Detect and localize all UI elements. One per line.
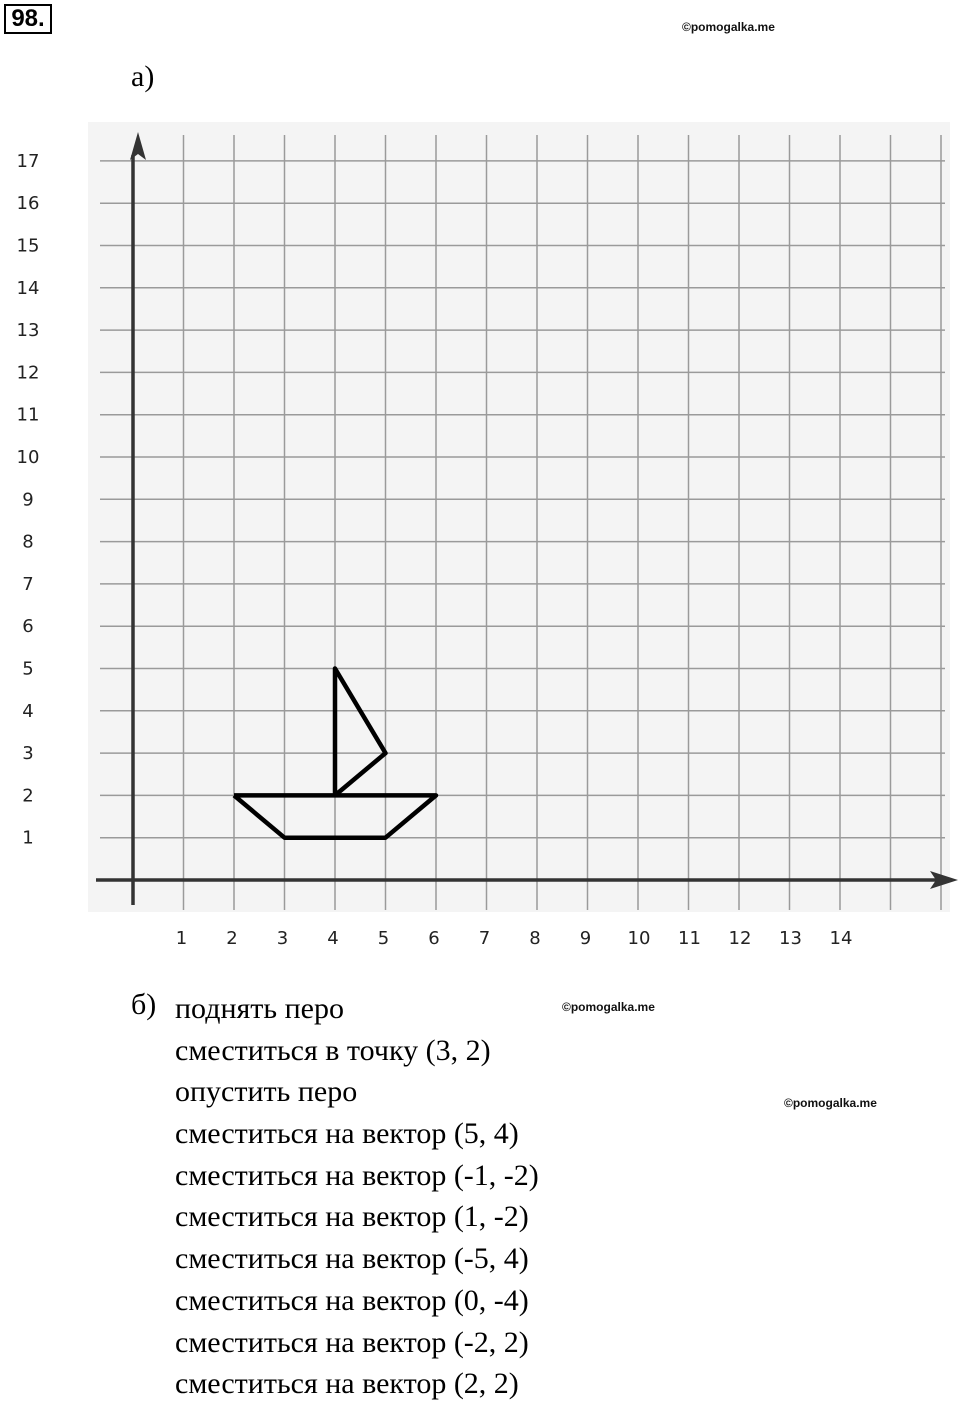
y-tick-label: 3	[22, 743, 34, 765]
x-tick-label: 9	[579, 928, 592, 949]
y-tick-label: 2	[22, 785, 34, 807]
grid-background	[88, 122, 950, 912]
instruction-step: сместиться на вектор (1, -2)	[175, 1200, 529, 1234]
x-tick-label: 8	[529, 928, 541, 949]
x-tick-label: 2	[226, 928, 238, 949]
y-tick-label: 13	[16, 320, 40, 342]
y-tick-label: 11	[16, 404, 40, 426]
y-tick-label: 6	[22, 616, 34, 638]
y-tick-label: 9	[22, 489, 34, 511]
y-tick-label: 10	[16, 447, 40, 468]
instruction-step: поднять перо	[175, 992, 344, 1025]
x-tick-label: 14	[829, 928, 853, 949]
watermark: ©pomogalka.me	[562, 1000, 655, 1014]
y-tick-label: 17	[16, 150, 40, 172]
watermark: ©pomogalka.me	[784, 1096, 877, 1110]
part-b-label: б)	[131, 988, 157, 1021]
y-tick-label: 8	[22, 531, 34, 553]
instruction-step: сместиться на вектор (0, -4)	[175, 1283, 529, 1317]
instruction-step: опустить перо	[175, 1075, 358, 1109]
x-tick-labels	[176, 928, 853, 949]
exercise-number: 98.	[4, 4, 52, 34]
y-tick-label: 7	[22, 573, 34, 595]
instruction-step: сместиться на вектор (2, 2)	[175, 1367, 519, 1401]
instruction-step: сместиться на вектор (-2, 2)	[175, 1325, 529, 1359]
y-tick-label: 14	[16, 277, 40, 299]
coordinate-grid-chart	[0, 110, 960, 970]
x-tick-label: 7	[478, 928, 491, 949]
part-a-label: а)	[131, 60, 155, 93]
x-tick-label: 6	[428, 928, 440, 949]
instruction-step: сместиться на вектор (-5, 4)	[175, 1242, 529, 1276]
y-tick-label: 15	[16, 235, 40, 257]
x-tick-label: 12	[728, 928, 752, 949]
x-tick-label: 10	[627, 928, 651, 949]
instruction-step: сместиться на вектор (-1, -2)	[175, 1158, 539, 1192]
x-tick-label: 1	[175, 928, 188, 949]
y-tick-label: 1	[22, 827, 34, 849]
x-tick-label: 11	[678, 928, 701, 949]
y-tick-label: 12	[16, 362, 40, 384]
watermark: ©pomogalka.me	[682, 20, 775, 34]
y-tick-label: 16	[16, 193, 40, 215]
x-tick-label: 4	[327, 928, 339, 949]
x-tick-label: 13	[779, 928, 802, 949]
instruction-step: сместиться на вектор (5, 4)	[175, 1117, 519, 1151]
x-tick-label: 3	[276, 928, 289, 949]
x-tick-label: 5	[377, 928, 390, 949]
y-tick-label: 5	[22, 658, 34, 680]
y-tick-label: 4	[22, 700, 34, 722]
y-tick-labels	[17, 151, 40, 849]
instruction-list	[175, 988, 539, 1405]
instruction-step: сместиться в точку (3, 2)	[175, 1033, 491, 1067]
